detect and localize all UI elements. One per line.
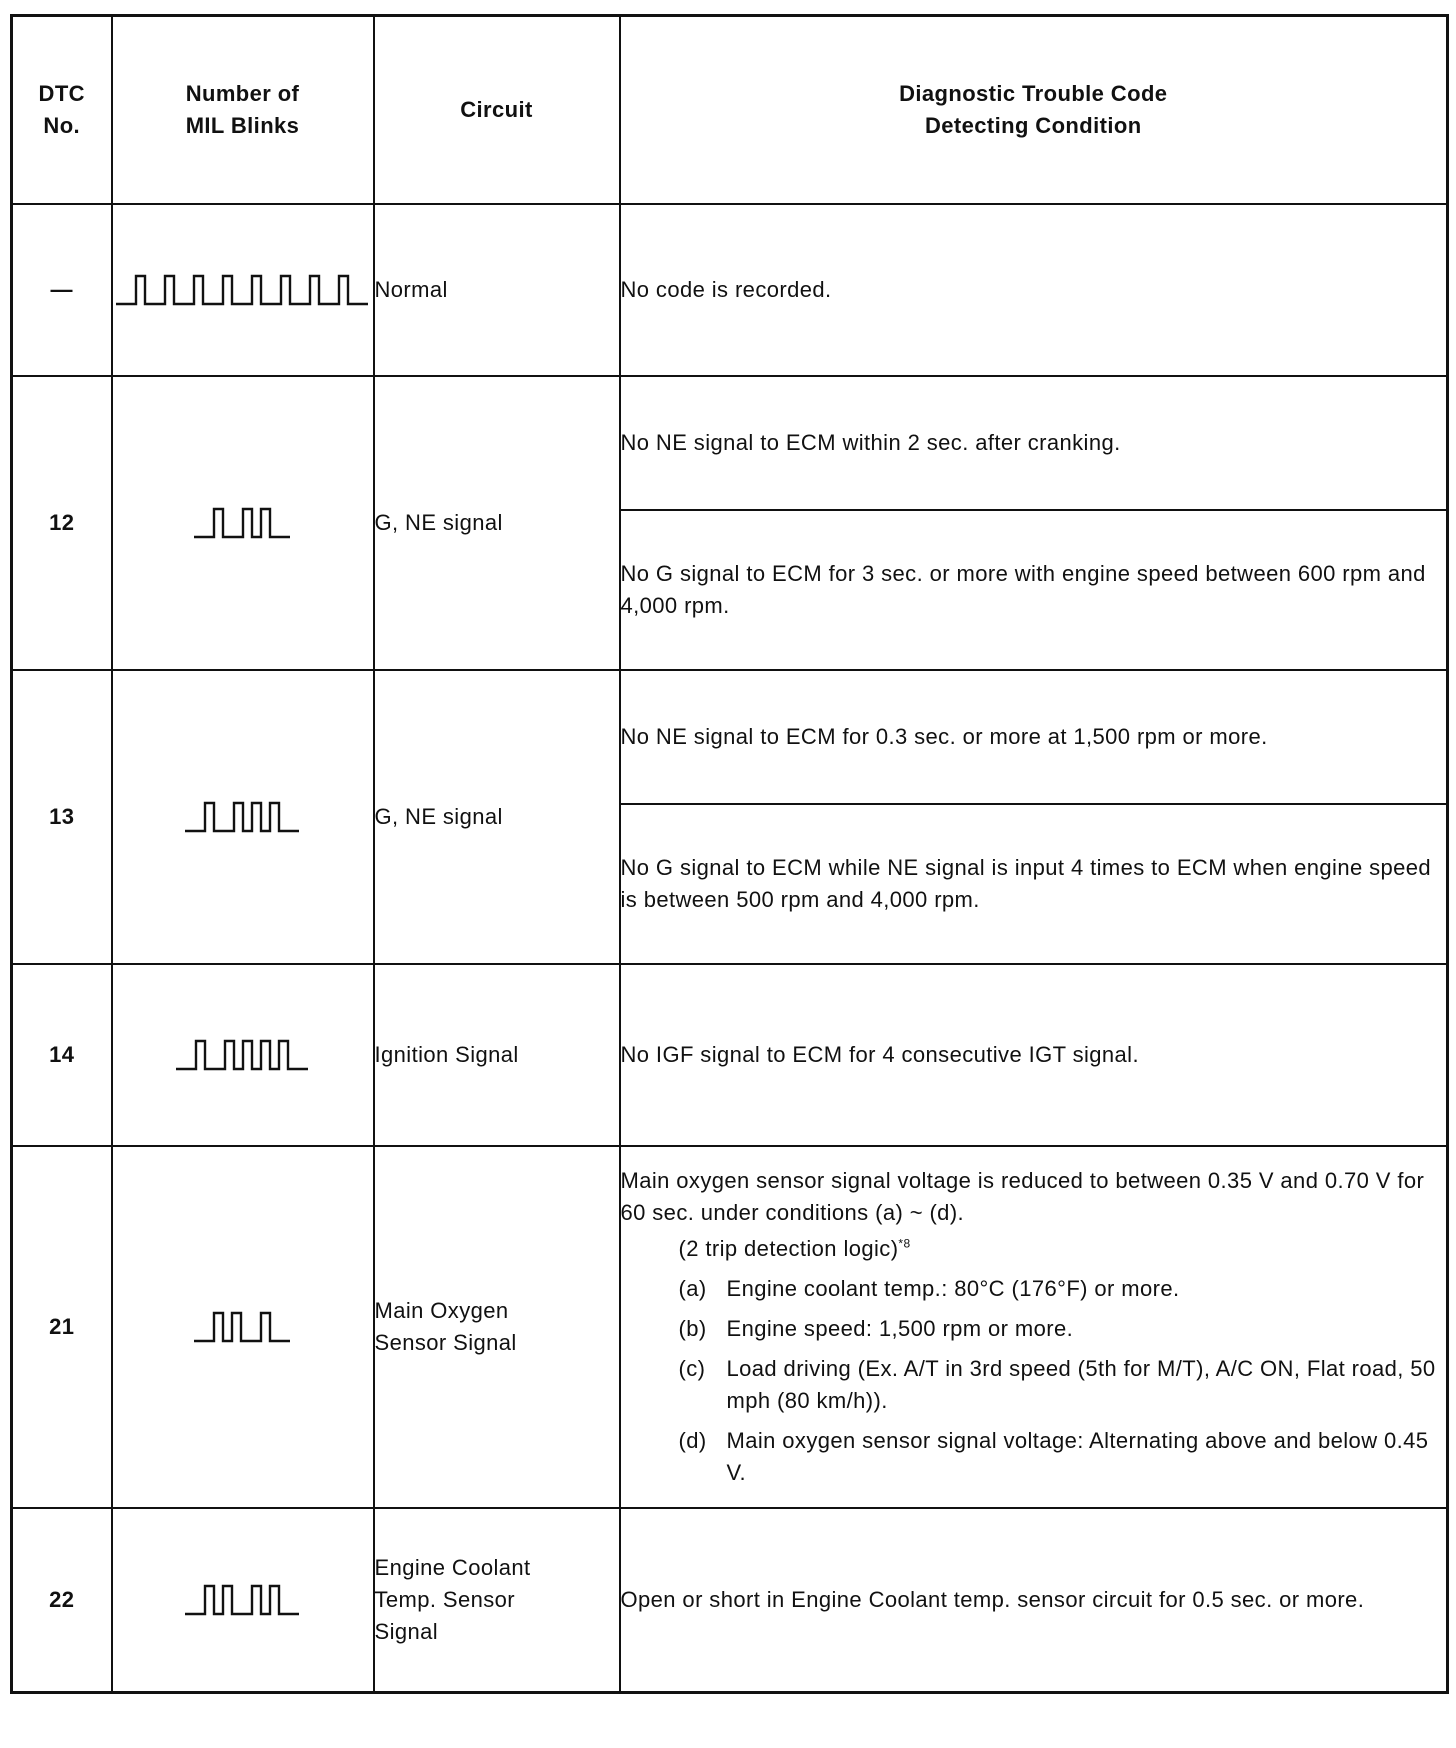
header-circuit: Circuit xyxy=(374,16,620,205)
mil-blink-pattern xyxy=(112,204,374,376)
blink-waveform-path xyxy=(185,803,299,831)
list-item: (d) Main oxygen sensor signal voltage: Alternating above and below 0.45 V. xyxy=(678,1428,1429,1485)
table-row xyxy=(12,376,1448,510)
condition-text: No NE signal to ECM within 2 sec. after cranking. xyxy=(620,376,1448,510)
table-row xyxy=(12,1146,1448,1508)
dtc-number: 13 xyxy=(12,670,112,964)
condition-text: No IGF signal to ECM for 4 consecutive IGT signal. xyxy=(620,964,1448,1146)
table-row xyxy=(12,1508,1448,1692)
header-condition: Diagnostic Trouble Code Detecting Condition xyxy=(620,16,1448,205)
blink-waveform-icon xyxy=(192,505,294,541)
table-row xyxy=(12,964,1448,1146)
dtc-number: 22 xyxy=(12,1508,112,1692)
circuit-name: Main Oxygen Sensor Signal xyxy=(374,1146,620,1508)
mil-blink-pattern xyxy=(112,964,374,1146)
blink-waveform-path xyxy=(185,1586,299,1614)
dtc-table xyxy=(10,14,1449,1694)
condition-text: No NE signal to ECM for 0.3 sec. or more at 1,500 rpm or more. xyxy=(620,670,1448,804)
table-row xyxy=(12,204,1448,376)
mil-blink-pattern xyxy=(112,1146,374,1508)
circuit-name: Ignition Signal xyxy=(374,964,620,1146)
condition-detail xyxy=(620,1146,1448,1508)
circuit-name: G, NE signal xyxy=(374,670,620,964)
trip-logic-note: (2 trip detection logic)$^{*8}$ xyxy=(678,1236,911,1261)
mil-blink-pattern xyxy=(112,376,374,670)
blink-waveform-icon xyxy=(192,1309,294,1345)
blink-waveform-path xyxy=(116,276,368,304)
table-row xyxy=(12,670,1448,804)
list-item: (c) Load driving (Ex. A/T in 3rd speed (5th for M/T), A/C ON, Flat road, 50 mph (80 km/h)). xyxy=(678,1356,1436,1413)
mil-blink-pattern xyxy=(112,670,374,964)
header-row xyxy=(12,16,1448,205)
header-dtc-no: DTC No. xyxy=(12,16,112,205)
condition-text: No code is recorded. xyxy=(620,204,1448,376)
header-mil-blinks: Number of MIL Blinks xyxy=(112,16,374,205)
condition-list xyxy=(679,1233,1447,1489)
condition-intro: Main oxygen sensor signal voltage is reduced to between 0.35 V and 0.70 V for 60 sec. under conditions (a) ~ (d). xyxy=(620,1168,1425,1225)
blink-waveform-icon xyxy=(183,1582,303,1618)
dtc-number: 14 xyxy=(12,964,112,1146)
blink-waveform-path xyxy=(194,1313,290,1341)
footnote-mark: *8 xyxy=(898,1236,911,1251)
blink-waveform-path xyxy=(176,1041,308,1069)
dtc-number: — xyxy=(12,204,112,376)
blink-waveform-path xyxy=(194,509,290,537)
list-item: (b) Engine speed: 1,500 rpm or more. xyxy=(678,1316,1074,1341)
circuit-name: Normal xyxy=(374,204,620,376)
circuit-name: G, NE signal xyxy=(374,376,620,670)
circuit-name: Engine Coolant Temp. Sensor Signal xyxy=(374,1508,620,1692)
condition-text: Open or short in Engine Coolant temp. sensor circuit for 0.5 sec. or more. xyxy=(620,1508,1448,1692)
mil-blink-pattern xyxy=(112,1508,374,1692)
blink-waveform-icon xyxy=(174,1037,312,1073)
dtc-number: 12 xyxy=(12,376,112,670)
blink-waveform-icon xyxy=(183,799,303,835)
condition-text: No G signal to ECM for 3 sec. or more with engine speed between 600 rpm and 4,000 rpm. xyxy=(620,510,1448,670)
dtc-number: 21 xyxy=(12,1146,112,1508)
list-item: (a) Engine coolant temp.: 80°C (176°F) or more. xyxy=(678,1276,1180,1301)
blink-waveform-icon xyxy=(114,272,372,308)
condition-text: No G signal to ECM while NE signal is input 4 times to ECM when engine speed is between 500 rpm and 4,000 rpm. xyxy=(620,804,1448,964)
